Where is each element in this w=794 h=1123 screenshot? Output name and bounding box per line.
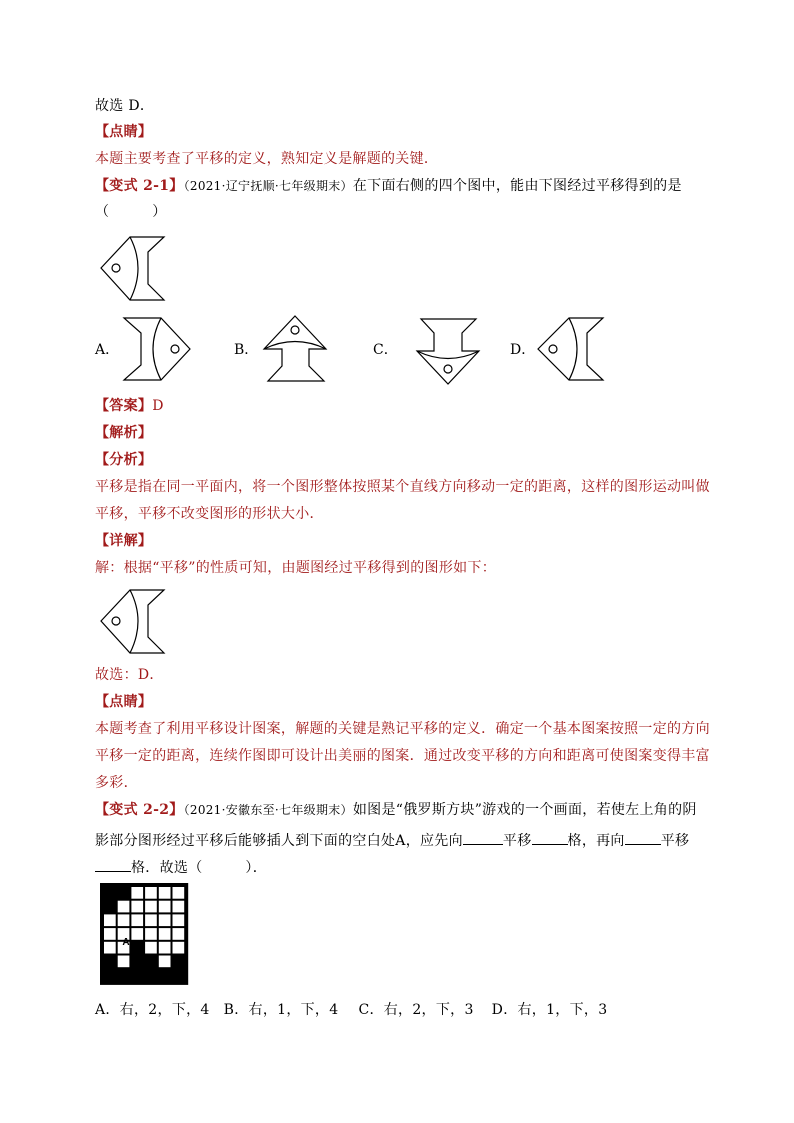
answer-paren: （ ） <box>95 204 167 220</box>
grid-cell <box>159 914 171 926</box>
grid-cell <box>173 914 185 926</box>
conclusion-2: 故选：D． <box>95 667 164 683</box>
detail-text: 解：根据“平移”的性质可知，由题图经过平移得到的图形如下： <box>95 560 497 576</box>
grid-cell <box>159 956 171 968</box>
stem-part: 格．故选（ ）． <box>131 860 267 876</box>
conclusion-line: 故选 D． <box>95 98 155 114</box>
grid-cell <box>104 942 116 954</box>
grid-cell <box>104 914 116 926</box>
grid-cell <box>145 901 157 913</box>
grid-cell <box>159 901 171 913</box>
analysis-tag: 【解析】 <box>95 425 153 441</box>
question-tag-2: 【变式 2-2】 <box>95 802 184 818</box>
grid-cells <box>100 883 188 985</box>
comment-text: 本题主要考查了平移的定义，熟知定义是解题的关键． <box>95 151 439 167</box>
question-text: 在下面右侧的四个图中，能由下图经过平移得到的是 <box>352 178 682 194</box>
grid-cell <box>145 942 157 954</box>
option-b-label: B． <box>234 342 259 358</box>
grid-cell <box>131 914 143 926</box>
grid-cell <box>145 928 157 940</box>
stem-part: 格，再向 <box>567 833 625 849</box>
grid-cell <box>131 901 143 913</box>
grid-cell <box>173 942 185 954</box>
stem-part: 平移 <box>502 833 532 849</box>
option-d[interactable]: D．右，1，下，3 <box>491 1002 608 1018</box>
comment-line-1: 本题考查了利用平移设计图案，解题的关键是熟记平移的定义．确定一个基本图案按照一定的方向 <box>95 721 710 737</box>
question-source-2: （2021·安徽东至·七年级期末） <box>183 803 353 817</box>
option-a[interactable]: A．右，2，下，4 <box>95 1002 210 1018</box>
grid-label-a: A <box>122 937 130 948</box>
grid-cell <box>145 887 157 899</box>
grid-cell <box>118 914 130 926</box>
grid-cell <box>104 928 116 940</box>
grid-cell <box>118 901 130 913</box>
stem-part: 影部分图形经过平移后能够插人到下面的空白处A，应先向 <box>95 833 463 849</box>
grid-cell <box>159 928 171 940</box>
grid-cell <box>118 956 130 968</box>
fenxi-tag: 【分析】 <box>95 452 153 468</box>
answer-value: D <box>152 398 164 414</box>
grid-cell <box>173 887 185 899</box>
comment-tag-2: 【点睛】 <box>95 694 153 710</box>
comment-line-3: 多彩． <box>95 775 138 791</box>
stem-part: 平移 <box>660 833 690 849</box>
question-tag: 【变式 2-1】 <box>95 178 184 194</box>
question-text-2: 如图是“俄罗斯方块”游戏的一个画面，若使左上角的阴 <box>352 802 697 818</box>
fenxi-line-1: 平移是指在同一平面内，将一个图形整体按照某个直线方向移动一定的距离，这样的图形运动叫做 <box>95 479 710 495</box>
option-c-label: C． <box>373 342 398 358</box>
answer-tag: 【答案】 <box>95 398 153 414</box>
option-c[interactable]: C．右，2，下，3 <box>358 1002 474 1018</box>
grid-cell <box>131 928 143 940</box>
grid-cell <box>173 928 185 940</box>
option-a-label: A． <box>95 342 120 358</box>
question-source: （2021·辽宁抚顺·七年级期末） <box>183 179 353 193</box>
option-b[interactable]: B．右，1，下，4 <box>223 1002 339 1018</box>
option-row <box>95 1000 607 1020</box>
fenxi-line-2: 平移，平移不改变图形的形状大小． <box>95 506 324 522</box>
grid-cell <box>159 887 171 899</box>
detail-tag: 【详解】 <box>95 533 153 549</box>
comment-line-2: 平移一定的距离，连续作图即可设计出美丽的图案．通过改变平移的方向和距离可使图案变得丰富 <box>95 748 710 764</box>
comment-tag: 【点睛】 <box>95 124 153 140</box>
grid-cell <box>173 901 185 913</box>
grid-cell <box>131 887 143 899</box>
grid-cell <box>159 942 171 954</box>
grid-cell <box>145 914 157 926</box>
option-d-label: D． <box>510 342 536 358</box>
